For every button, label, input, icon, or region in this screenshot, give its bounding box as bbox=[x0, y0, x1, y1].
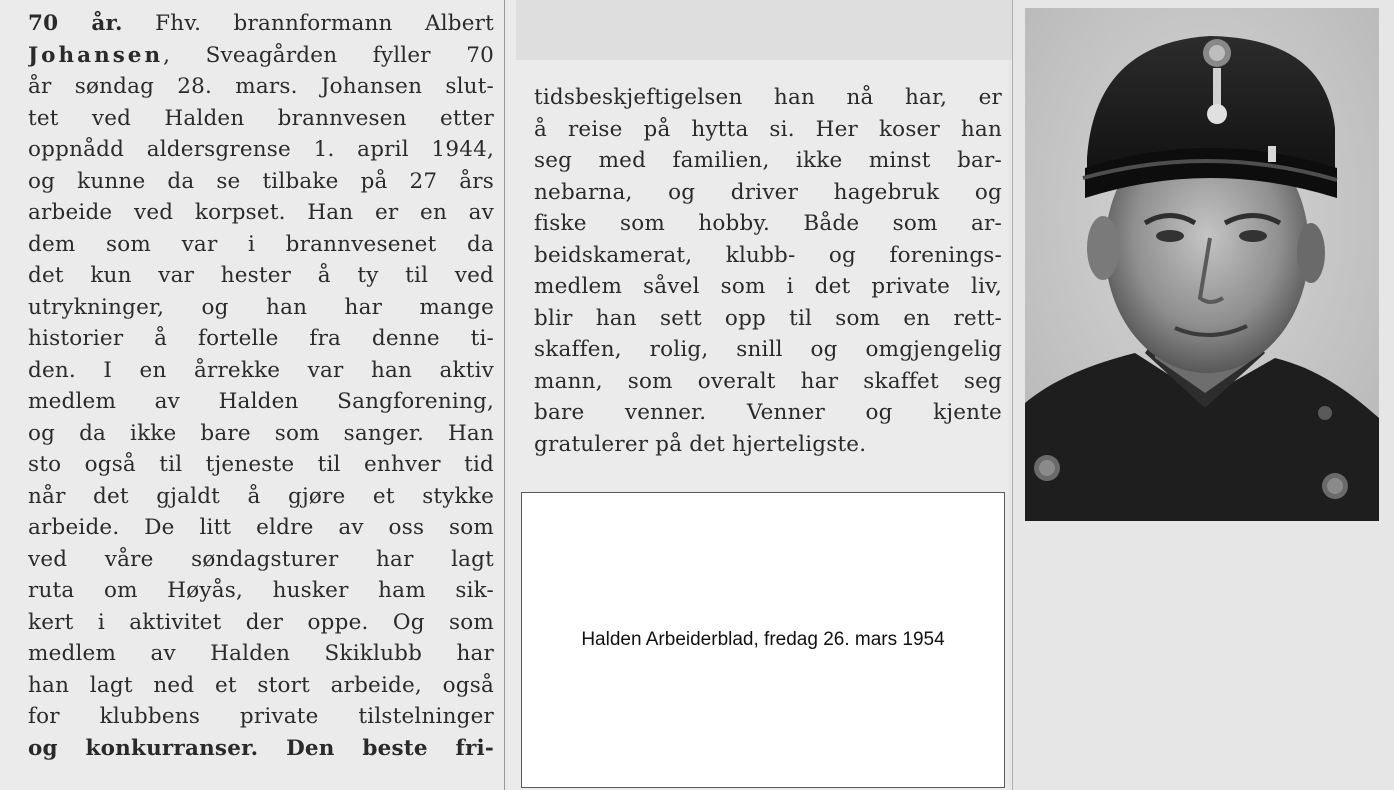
article-line: og konkurranser. Den beste fri- bbox=[28, 735, 494, 761]
article-line: kert i aktivitet der oppe. Og som bbox=[28, 609, 494, 635]
article-line: fiske som hobby. Både som ar- bbox=[534, 211, 1002, 236]
article-line: arbeide. De litt eldre av oss som bbox=[28, 515, 494, 540]
article-line: han lagt ned et stort arbeide, også bbox=[28, 672, 494, 698]
article-line: ved våre søndagsturer har lagt bbox=[28, 546, 494, 572]
middle-column-top-margin bbox=[516, 0, 1012, 60]
article-line: oppnådd aldersgrense 1. april 1944, bbox=[28, 137, 494, 162]
article-line: Johansen, Sveagården fyller 70 bbox=[28, 42, 494, 68]
article-line: dem som var i brannvesenet da bbox=[28, 231, 494, 257]
article-line: å reise på hytta si. Her koser han bbox=[534, 116, 1002, 142]
article-left-column-text bbox=[28, 8, 494, 764]
article-line: tidsbeskjeftigelsen han nå har, er bbox=[534, 85, 1002, 110]
article-line: og da ikke bare som sanger. Han bbox=[28, 420, 494, 446]
article-line: historier å fortelle fra denne ti- bbox=[28, 326, 494, 351]
article-line: medlem av Halden Sangforening, bbox=[28, 389, 494, 414]
article-line: den. I en årrekke var han aktiv bbox=[28, 357, 494, 383]
source-caption: Halden Arbeiderblad, fredag 26. mars 1954 bbox=[581, 629, 945, 650]
article-line: arbeide ved korpset. Han er en av bbox=[28, 200, 494, 225]
article-line: beidskamerat, klubb- og forenings- bbox=[534, 242, 1002, 268]
article-line: når det gjaldt å gjøre et stykke bbox=[28, 483, 494, 509]
article-line: tet ved Halden brannvesen etter bbox=[28, 105, 494, 131]
article-line: blir han sett opp til som en rett- bbox=[534, 305, 1002, 331]
article-line: utrykninger, og han har mange bbox=[28, 294, 494, 320]
caption-box bbox=[521, 492, 1005, 788]
portrait-image bbox=[1025, 8, 1379, 521]
article-line: bare venner. Venner og kjente bbox=[534, 400, 1002, 425]
portrait-photo bbox=[1025, 8, 1379, 521]
article-line: og kunne da se tilbake på 27 års bbox=[28, 168, 494, 194]
article-line: mann, som overalt har skaffet seg bbox=[534, 368, 1002, 394]
article-middle-column-text bbox=[534, 82, 1002, 460]
article-line: skaffen, rolig, snill og omgjengelig bbox=[534, 337, 1002, 362]
article-line: sto også til tjeneste til enhver tid bbox=[28, 452, 494, 477]
article-line: 70 år. Fhv. brannformann Albert bbox=[28, 11, 494, 36]
article-line: det kun var hester å ty til ved bbox=[28, 263, 494, 288]
article-line: seg med familien, ikke minst bar- bbox=[534, 148, 1002, 173]
article-line: ruta om Høyås, husker ham sik- bbox=[28, 578, 494, 603]
article-line: nebarna, og driver hagebruk og bbox=[534, 179, 1002, 205]
article-line: år søndag 28. mars. Johansen slut- bbox=[28, 74, 494, 99]
article-line: medlem såvel som i det private liv, bbox=[534, 274, 1002, 299]
article-line: gratulerer på det hjerteligste. bbox=[534, 431, 867, 457]
article-line: for klubbens private tilstelninger bbox=[28, 704, 494, 729]
article-line: medlem av Halden Skiklubb har bbox=[28, 641, 494, 666]
